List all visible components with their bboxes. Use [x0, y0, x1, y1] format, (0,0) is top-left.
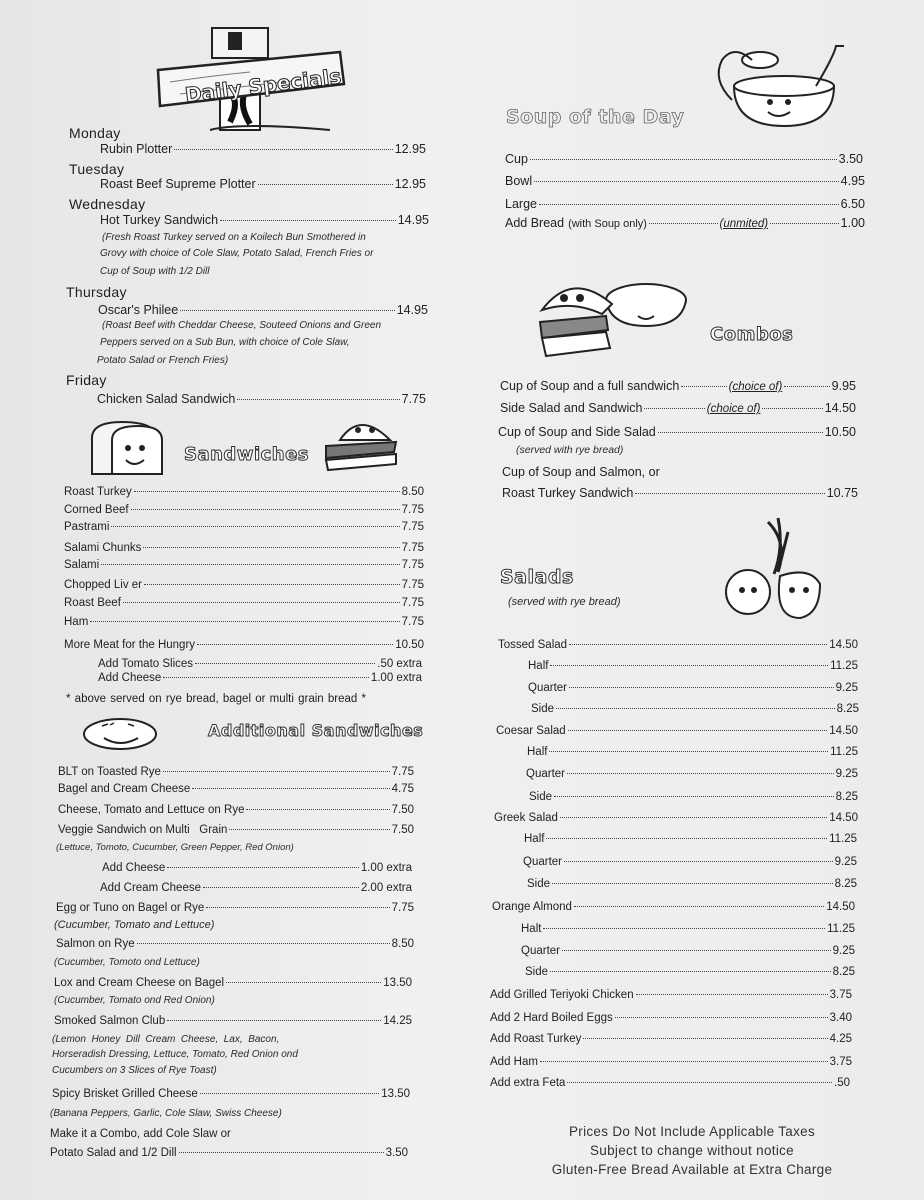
menu-row: Veggie Sandwich on Multi Grain 7.50 — [58, 824, 414, 836]
menu-row: Side 8.25 — [525, 966, 855, 978]
menu-row: Potato Salad and 1/2 Dill 3.50 — [50, 1147, 408, 1159]
additional-sandwiches-heading: Additional Sandwiches — [208, 721, 424, 740]
menu-row: Spicy Brisket Grilled Cheese 13.50 — [52, 1088, 410, 1100]
day-label: Monday — [69, 125, 121, 141]
menu-row: Oscar's Philee 14.95 — [98, 303, 428, 317]
menu-row: Side Salad and Sandwich (choice of) 14.50 — [500, 401, 856, 415]
daily-specials-sign-illustration — [150, 22, 350, 137]
menu-row: Cheese, Tomato and Lettuce on Rye 7.50 — [58, 804, 414, 816]
item-description: Horseradish Dressing, Lettuce, Tomato, Red Onion ond — [52, 1049, 298, 1060]
item-description: (Cucumber, Tomoto ond Lettuce) — [54, 957, 200, 968]
day-label: Tuesday — [69, 161, 125, 177]
menu-row: More Meat for the Hungry 10.50 — [64, 639, 424, 651]
menu-row: Smoked Salmon Club 14.25 — [54, 1015, 412, 1027]
item-description: Potato Salad or French Fries) — [97, 355, 229, 366]
menu-row: Chicken Salad Sandwich 7.75 — [97, 392, 426, 406]
menu-row: Add Grilled Teriyoki Chicken 3.75 — [490, 989, 852, 1001]
menu-row: Quarter 9.25 — [526, 768, 858, 780]
menu-row: Rubin Plotter 12.95 — [100, 142, 426, 156]
menu-row: Add Tomato Slices .50 extra — [98, 658, 422, 670]
salads-subtitle: (served with rye bread) — [508, 596, 621, 608]
menu-row: Pastrami 7.75 — [64, 521, 424, 533]
menu-row: Salami Chunks 7.75 — [64, 542, 424, 554]
menu-row: Half 11.25 — [524, 833, 857, 845]
menu-row: Add Roast Turkey 4.25 — [490, 1033, 852, 1045]
menu-row: Large 6.50 — [505, 197, 865, 211]
menu-row: Add Bread (with Soup only) (unmited) 1.00 — [505, 216, 865, 230]
item-description: (Fresh Roast Turkey served on a Koilech Bun Smothered in — [102, 232, 366, 243]
menu-row: Salmon on Rye 8.50 — [56, 938, 414, 950]
item-description: (Lemon Honey Dill Cream Cheese, Lax, Bacon, — [52, 1034, 280, 1045]
sandwiches-heading: Sandwiches — [184, 444, 310, 465]
day-label: Friday — [66, 372, 107, 388]
menu-row: Half 11.25 — [528, 660, 858, 672]
menu-row: Orange Almond 14.50 — [492, 901, 855, 913]
menu-row: Add Ham 3.75 — [490, 1056, 852, 1068]
day-label: Wednesday — [69, 196, 146, 212]
menu-row: Quarter 9.25 — [521, 945, 855, 957]
item-description: (Lettuce, Tomoto, Cucumber, Green Pepper, Red Onion) — [56, 842, 294, 853]
vegetables-illustration — [718, 512, 828, 622]
item-description: (Cucumber, Tomato and Lettuce) — [54, 919, 215, 931]
menu-row: Ham 7.75 — [64, 616, 424, 628]
menu-row: Side 8.25 — [529, 791, 858, 803]
menu-row: Tossed Salad 14.50 — [498, 639, 858, 651]
menu-row: Coesar Salad 14.50 — [496, 725, 858, 737]
menu-row: Roast Beef Supreme Plotter 12.95 — [100, 177, 426, 191]
menu-row: Half 11.25 — [527, 746, 858, 758]
combos-heading: Combos — [710, 324, 794, 345]
footer-line: Prices Do Not Include Applicable Taxes — [568, 1124, 816, 1139]
menu-row: Salami 7.75 — [64, 559, 424, 571]
daily-specials-title: Daily Specials — [183, 63, 343, 107]
bread-illustration — [84, 418, 164, 478]
combo-note: Make it a Combo, add Cole Slaw or — [50, 1128, 231, 1140]
sandwiches-footnote: * above served on rye bread, bagel or multi grain bread * — [66, 693, 366, 705]
menu-row: Cup of Soup and a full sandwich (choice of) 9.95 — [500, 379, 857, 393]
item-description: Peppers served on a Sub Bun, with choice of Cole Slaw, — [100, 337, 350, 348]
sandwich-soup-illustration — [534, 270, 694, 360]
menu-row: Add 2 Hard Boiled Eggs 3.40 — [490, 1012, 852, 1024]
salads-heading: Salads — [500, 566, 574, 588]
item-description: (Roast Beef with Cheddar Cheese, Souteed Onions and Green — [102, 320, 382, 331]
menu-row: Add Cheese 1.00 extra — [98, 672, 422, 684]
combo-salmon-line: Cup of Soup and Salmon, or — [502, 465, 660, 479]
menu-row: Halt 11.25 — [521, 923, 855, 935]
footer-line: Gluten-Free Bread Available at Extra Charge — [551, 1162, 833, 1177]
sandwich-illustration — [320, 410, 400, 480]
menu-row: Greek Salad 14.50 — [494, 812, 858, 824]
soup-pot-illustration — [704, 36, 844, 136]
item-description: (Banana Peppers, Garlic, Cole Slaw, Swiss Cheese) — [50, 1108, 282, 1119]
menu-row: Chopped Liv er 7.75 — [64, 579, 424, 591]
menu-row: Add Cream Cheese 2.00 extra — [100, 882, 412, 894]
menu-row: Quarter 9.25 — [523, 856, 857, 868]
bagel-illustration — [80, 712, 160, 752]
menu-row: Side 8.25 — [527, 878, 857, 890]
menu-row: Hot Turkey Sandwich 14.95 — [100, 213, 429, 227]
menu-row: Add Cheese 1.00 extra — [102, 862, 412, 874]
menu-row: Roast Turkey Sandwich 10.75 — [502, 486, 858, 500]
item-description: (Cucumber, Tomato ond Red Onion) — [54, 995, 215, 1006]
menu-row: Lox and Cream Cheese on Bagel 13.50 — [54, 977, 412, 989]
menu-row: Bowl 4.95 — [505, 174, 865, 188]
menu-row: Add extra Feta .50 — [490, 1077, 850, 1089]
menu-row: Side 8.25 — [531, 703, 859, 715]
menu-row: Roast Beef 7.75 — [64, 597, 424, 609]
menu-row: Corned Beef 7.75 — [64, 504, 424, 516]
menu-footer — [492, 1122, 892, 1179]
menu-row: Roast Turkey 8.50 — [64, 486, 424, 498]
menu-row: BLT on Toasted Rye 7.75 — [58, 766, 414, 778]
footer-line: Subject to change without notice — [590, 1143, 794, 1158]
item-description: Cucumbers on 3 Slices of Rye Toast) — [52, 1065, 217, 1076]
menu-row: Bagel and Cream Cheese 4.75 — [58, 783, 414, 795]
menu-row: Egg or Tuno on Bagel or Rye 7.75 — [56, 902, 414, 914]
menu-row: Quarter 9.25 — [528, 682, 858, 694]
menu-row: Cup of Soup and Side Salad 10.50 — [498, 425, 856, 439]
day-label: Thursday — [66, 284, 127, 300]
item-description: Grovy with choice of Cole Slaw, Potato Salad, French Fries or — [100, 248, 374, 259]
soup-heading: Soup of the Day — [506, 106, 685, 128]
menu-row: Cup 3.50 — [505, 152, 863, 166]
item-description: Cup of Soup with 1/2 Dill — [100, 266, 210, 277]
item-description: (served with rye bread) — [516, 444, 624, 456]
